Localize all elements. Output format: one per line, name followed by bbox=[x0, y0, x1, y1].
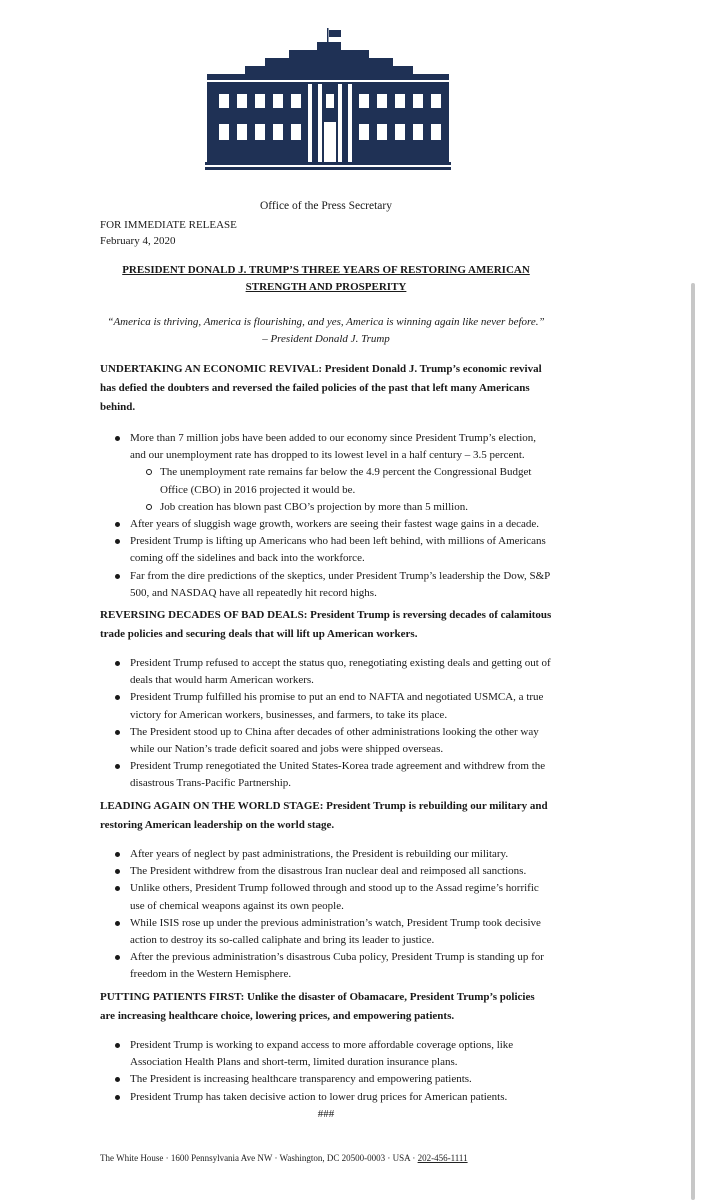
list-item: The President stood up to China after decades of other administrations looking the other way while our Nation’s trade deficit soared and jobs were shipped overseas. bbox=[100, 724, 552, 758]
list-item: While ISIS rose up under the previous administration’s watch, President Trump took decisive action to destroy its so-called caliphate and bring its leader to justice. bbox=[100, 915, 552, 949]
list-item: The President is increasing healthcare transparency and empowering patients. bbox=[100, 1071, 552, 1088]
list-item: President Trump has taken decisive action to lower drug prices for American patients. bbox=[100, 1089, 552, 1106]
section-heading-world-stage: LEADING AGAIN ON THE WORLD STAGE: President Trump is rebuilding our military and restoring American leadership on the world stage. bbox=[100, 800, 548, 831]
list-item: After years of neglect by past administrations, the President is rebuilding our military. bbox=[100, 846, 552, 863]
list-item: Far from the dire predictions of the skeptics, under President Trump’s leadership the Dow, S&P 500, and NASDAQ have all repeatedly hit record highs. bbox=[100, 568, 552, 602]
footer bbox=[100, 1153, 468, 1163]
bullet-list-patients-first bbox=[100, 1037, 552, 1106]
release-block bbox=[100, 217, 237, 249]
bullet-list-world-stage bbox=[100, 846, 552, 984]
quote-text: “America is thriving, America is flourishing, and yes, America is winning again like never before.” bbox=[107, 316, 545, 328]
list-item: President Trump fulfilled his promise to put an end to NAFTA and negotiated USMCA, a true victory for American workers, businesses, and farmers, to take its place. bbox=[100, 689, 552, 723]
list-item: The President withdrew from the disastrous Iran nuclear deal and reimposed all sanctions. bbox=[100, 863, 552, 880]
release-date: February 4, 2020 bbox=[100, 235, 176, 247]
white-house-logo-icon bbox=[205, 28, 451, 170]
section-heading-patients-first: PUTTING PATIENTS FIRST: Unlike the disaster of Obamacare, President Trump’s policies are increasing healthcare choice, lowering prices, and empowering patients. bbox=[100, 991, 535, 1022]
list-item: Job creation has blown past CBO’s projection by more than 5 million. bbox=[100, 499, 552, 516]
list-item: President Trump renegotiated the United States-Korea trade agreement and withdrew from the disastrous Trans-Pacific Partnership. bbox=[100, 758, 552, 792]
footer-address: The White House · 1600 Pennsylvania Ave NW · Washington, DC 20500-0003 · USA · bbox=[100, 1153, 418, 1163]
opening-quote bbox=[100, 314, 552, 348]
bullet-list-bad-deals bbox=[100, 655, 552, 793]
list-item: After years of sluggish wage growth, workers are seeing their fastest wage gains in a decade. bbox=[100, 516, 552, 533]
title-line-2: STRENGTH AND PROSPERITY bbox=[245, 281, 407, 293]
end-mark: ### bbox=[317, 1108, 335, 1120]
scrollbar[interactable] bbox=[691, 283, 695, 1200]
section-heading-economic-revival: UNDERTAKING AN ECONOMIC REVIVAL: President Donald J. Trump’s economic revival has defied the doubters and reversed the failed policies of the past that left many Americans behind. bbox=[100, 363, 542, 413]
release-label: FOR IMMEDIATE RELEASE bbox=[100, 219, 237, 231]
list-item: President Trump is lifting up Americans who had been left behind, with millions of Americans coming off the sidelines and back into the workforce. bbox=[100, 533, 552, 567]
section-heading-bad-deals: REVERSING DECADES OF BAD DEALS: President Trump is reversing decades of calamitous trade policies and securing deals that will lift up American workers. bbox=[100, 609, 552, 640]
list-item: More than 7 million jobs have been added to our economy since President Trump’s election, and our unemployment rate has dropped to its lowest level in a half century – 3.5 percent. bbox=[100, 430, 552, 464]
list-item: Unlike others, President Trump followed through and stood up to the Assad regime’s horrific use of chemical weapons against its own people. bbox=[100, 880, 552, 914]
list-item: The unemployment rate remains far below the 4.9 percent the Congressional Budget Office (CBO) in 2016 projected it would be. bbox=[100, 464, 552, 498]
office-name: Office of the Press Secretary bbox=[260, 200, 392, 212]
list-item: President Trump is working to expand access to more affordable coverage options, like Association Health Plans and short-term, limited duration insurance plans. bbox=[100, 1037, 552, 1071]
title-line-1: PRESIDENT DONALD J. TRUMP’S THREE YEARS OF RESTORING AMERICAN bbox=[122, 264, 530, 276]
list-item: After the previous administration’s disastrous Cuba policy, President Trump is standing up for freedom in the Western Hemisphere. bbox=[100, 949, 552, 983]
quote-attribution: – President Donald J. Trump bbox=[262, 333, 390, 345]
footer-phone-link[interactable]: 202-456-1111 bbox=[417, 1153, 468, 1163]
document-title bbox=[100, 262, 552, 296]
bullet-list-economic-revival bbox=[100, 430, 552, 602]
list-item: President Trump refused to accept the status quo, renegotiating existing deals and getting out of deals that would harm American workers. bbox=[100, 655, 552, 689]
